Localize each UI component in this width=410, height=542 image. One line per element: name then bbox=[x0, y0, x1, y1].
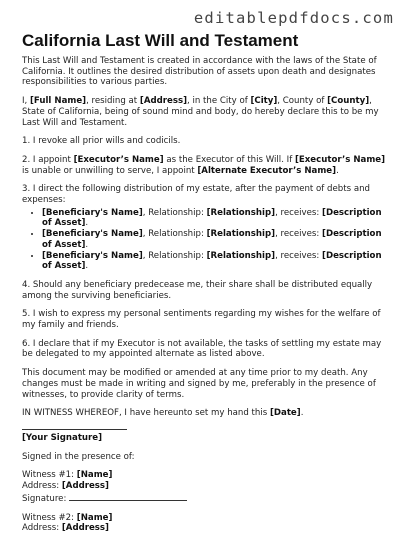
full-name-field: [Full Name] bbox=[30, 96, 87, 107]
clause-4: 4. Should any beneficiary predecease me, their share shall be distributed equally among the surviving beneficiaries. bbox=[22, 279, 373, 301]
clause-3-intro: 3. I direct the following distribution of my estate, after the payment of debts and expenses: bbox=[22, 184, 370, 206]
clause-1: 1. I revoke all prior wills and codicils. bbox=[22, 136, 181, 147]
intro-paragraph: This Last Will and Testament is created in accordance with the laws of the State of California. It outlines the desired distribution of assets upon death and designates responsibilities to various parties. bbox=[22, 56, 377, 88]
clause-5: 5. I wish to express my personal sentiments regarding my wishes for the welfare of my family and friends. bbox=[22, 309, 381, 331]
your-signature-field: [Your Signature] bbox=[22, 432, 103, 443]
declaration-text: , County of bbox=[277, 96, 328, 107]
beneficiary-name-field: [Beneficiary's Name] bbox=[42, 229, 143, 240]
witness-name-field: [Name] bbox=[76, 470, 113, 481]
item-end: . bbox=[85, 261, 89, 272]
asset-description-field: [Description of Asset] bbox=[42, 207, 382, 229]
beneficiary-name-field: [Beneficiary's Name] bbox=[42, 250, 143, 261]
city-field: [City] bbox=[250, 96, 278, 107]
witness-address-field: [Address] bbox=[61, 481, 109, 492]
witness-1-address-row bbox=[22, 481, 386, 492]
witness-2-name-row bbox=[22, 513, 386, 524]
testator-signature-line[interactable] bbox=[22, 429, 127, 430]
witness-1-signature-row bbox=[22, 492, 386, 505]
declaration-text: I, bbox=[22, 96, 30, 107]
declaration-text: , State of California, being of sound mind and body, do hereby declare this to be my Last Will and Testament. bbox=[22, 96, 379, 128]
clause-6: 6. I declare that if my Executor is not available, the tasks of settling my estate may be delegated to my appointed alternate as listed above. bbox=[22, 338, 382, 360]
testator-signature-label bbox=[22, 433, 386, 444]
declaration-text: , residing at bbox=[86, 96, 140, 107]
witness-2-address-row bbox=[22, 523, 386, 534]
witness-clause-text: . bbox=[300, 408, 304, 419]
witness-clause bbox=[22, 408, 386, 419]
document-body bbox=[22, 56, 386, 542]
item-end: . bbox=[85, 218, 89, 229]
witness-label: Witness #2: bbox=[22, 512, 77, 523]
clause-2-text: 2. I appoint bbox=[22, 154, 74, 165]
receives-label: , receives: bbox=[275, 250, 323, 261]
beneficiary-item bbox=[42, 208, 386, 229]
receives-label: , receives: bbox=[275, 207, 323, 218]
relationship-label: , Relationship: bbox=[142, 207, 207, 218]
clause-2-text: . bbox=[336, 165, 339, 176]
date-field: [Date] bbox=[269, 408, 301, 419]
declaration-paragraph bbox=[22, 96, 386, 128]
item-end: . bbox=[85, 239, 89, 250]
witness-1-name-row bbox=[22, 470, 386, 481]
executor-name-field: [Executor’s Name] bbox=[73, 154, 164, 165]
beneficiary-item bbox=[42, 229, 386, 250]
address-label: Address: bbox=[22, 523, 62, 534]
signature-label: Signature: bbox=[22, 493, 70, 504]
document-title: California Last Will and Testament bbox=[22, 31, 299, 50]
witness-name-field: [Name] bbox=[76, 512, 113, 523]
witness-clause-text: IN WITNESS WHEREOF, I have hereunto set my hand this bbox=[22, 408, 270, 419]
declaration-text: , in the City of bbox=[187, 96, 251, 107]
clause-2-text: is unable or unwilling to serve, I appoint bbox=[22, 165, 198, 176]
asset-description-field: [Description of Asset] bbox=[42, 229, 382, 250]
clause-2 bbox=[22, 155, 386, 176]
site-watermark: editablepdfdocs.com bbox=[193, 9, 394, 27]
relationship-label: , Relationship: bbox=[142, 229, 207, 240]
relationship-label: , Relationship: bbox=[142, 250, 207, 261]
executor-name-field: [Executor’s Name] bbox=[294, 154, 386, 165]
beneficiary-item bbox=[42, 251, 386, 272]
beneficiary-name-field: [Beneficiary's Name] bbox=[42, 207, 143, 218]
witness-label: Witness #1: bbox=[22, 470, 77, 481]
address-field: [Address] bbox=[139, 96, 187, 107]
amendment-paragraph: This document may be modified or amended at any time prior to my death. Any changes must be made in writing and signed by me, preferably in the presence of witnesses, to provide clarity of terms. bbox=[22, 368, 376, 400]
receives-label: , receives: bbox=[275, 229, 323, 240]
asset-description-field: [Description of Asset] bbox=[42, 250, 382, 272]
relationship-field: [Relationship] bbox=[206, 229, 276, 240]
witness-signature-line[interactable] bbox=[69, 492, 187, 501]
county-field: [County] bbox=[327, 96, 370, 107]
beneficiary-list bbox=[22, 208, 386, 272]
address-label: Address: bbox=[22, 481, 62, 492]
clause-2-text: as the Executor of this Will. If bbox=[163, 154, 295, 165]
witness-1-block bbox=[22, 470, 386, 504]
relationship-field: [Relationship] bbox=[206, 250, 276, 261]
alternate-executor-field: [Alternate Executor’s Name] bbox=[197, 165, 337, 176]
presence-statement: Signed in the presence of: bbox=[22, 451, 135, 462]
witness-address-field: [Address] bbox=[61, 523, 109, 534]
relationship-field: [Relationship] bbox=[206, 207, 276, 218]
